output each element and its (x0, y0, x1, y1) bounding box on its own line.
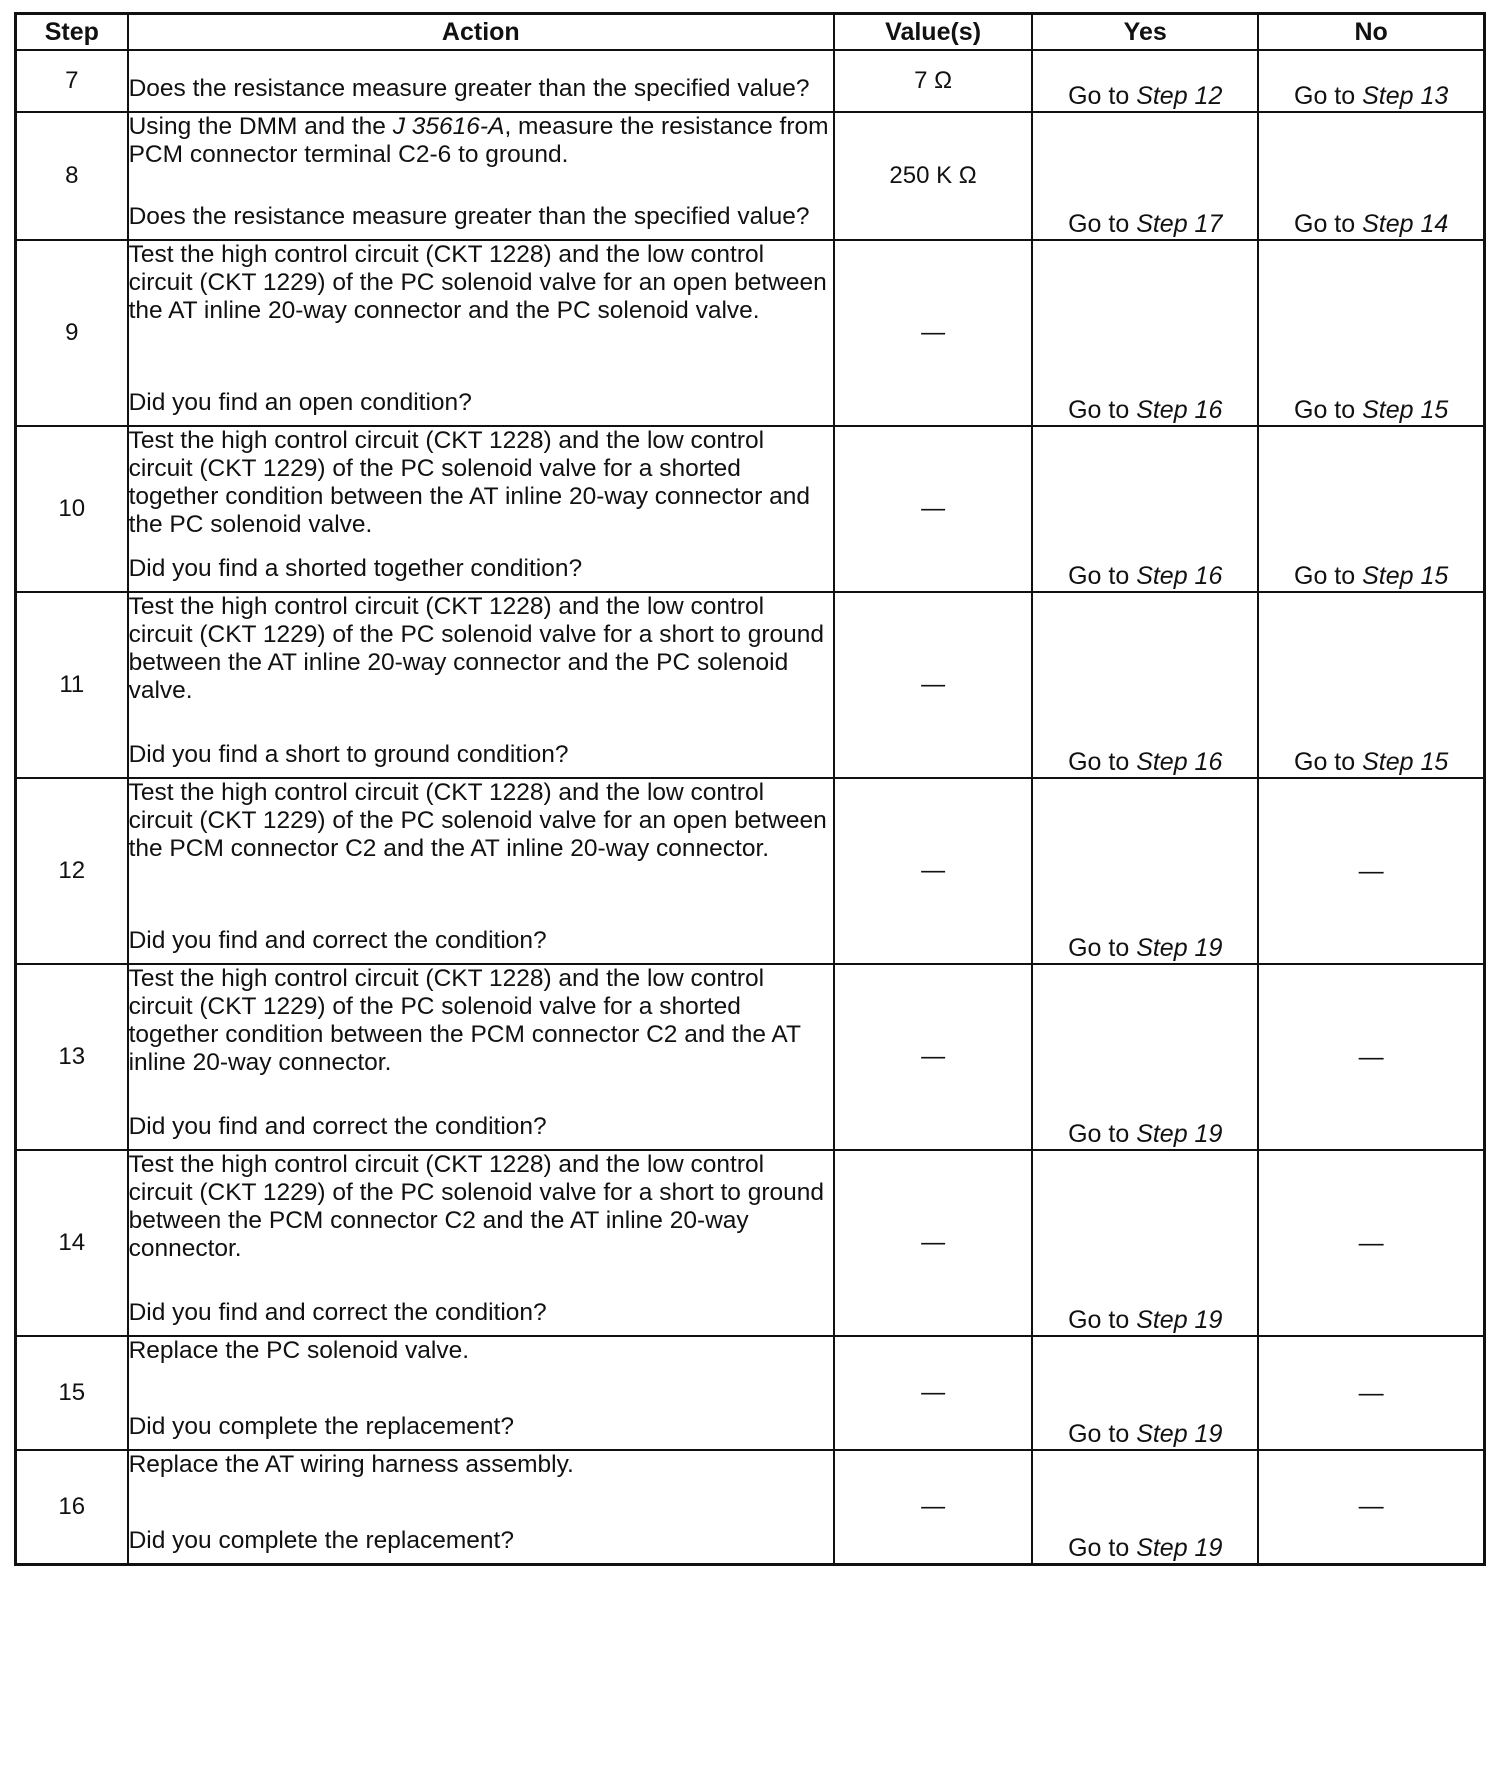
action-text: Test the high control circuit (CKT 1228) and the low control circuit (CKT 1229) of the PC solenoid valve for a shorted together condition between the PCM connector C2 and the AT inline 20-way connector. (128, 965, 801, 1076)
table-row (16, 592, 1485, 778)
step-number: 16 (16, 1450, 128, 1564)
action-text: Test the high control circuit (CKT 1228) and the low control circuit (CKT 1229) of the PC solenoid valve for a short to ground between the PCM connector C2 and the AT inline 20-way connector. (128, 1151, 824, 1262)
goto-prefix: Go to (1068, 396, 1130, 424)
value-cell: — (834, 240, 1032, 426)
no-cell (1258, 426, 1484, 592)
no-cell (1258, 240, 1484, 426)
action-text: Replace the PC solenoid valve. (128, 1337, 470, 1364)
yes-cell (1032, 1150, 1258, 1336)
goto-prefix: Go to (1068, 1533, 1130, 1562)
action-question: Did you complete the replacement? (128, 1413, 514, 1440)
action-question: Does the resistance measure greater than the specified value? (128, 203, 810, 230)
action-cell (128, 112, 834, 240)
no-cell: — (1258, 1150, 1484, 1336)
goto-prefix: Go to (1294, 748, 1356, 776)
yes-cell (1032, 1450, 1258, 1564)
step-number: 14 (16, 1150, 128, 1336)
no-step-ref: Step 15 (1362, 396, 1449, 424)
yes-cell (1032, 112, 1258, 240)
no-cell: — (1258, 964, 1484, 1150)
yes-cell (1032, 426, 1258, 592)
yes-cell (1032, 50, 1258, 112)
value-cell: — (834, 1150, 1032, 1336)
goto-prefix: Go to (1068, 210, 1130, 238)
step-number: 9 (16, 240, 128, 426)
table-row (16, 1150, 1485, 1336)
no-step-ref: Step 13 (1362, 82, 1449, 110)
value-cell: — (834, 1336, 1032, 1450)
action-question: Did you complete the replacement? (128, 1527, 514, 1554)
action-question: Did you find and correct the condition? (128, 1299, 547, 1326)
action-cell (128, 1150, 834, 1336)
header-step: Step (16, 14, 128, 51)
action-cell (128, 964, 834, 1150)
step-number: 15 (16, 1336, 128, 1450)
value-cell: 250 K Ω (834, 112, 1032, 240)
yes-cell (1032, 240, 1258, 426)
value-cell: — (834, 1450, 1032, 1564)
yes-cell (1032, 1336, 1258, 1450)
no-step-ref: Step 15 (1362, 562, 1449, 590)
step-number: 10 (16, 426, 128, 592)
diagnostic-table (14, 12, 1486, 1566)
table-row (16, 426, 1485, 592)
no-cell (1258, 112, 1484, 240)
step-number: 7 (16, 50, 128, 112)
goto-prefix: Go to (1294, 210, 1356, 238)
goto-prefix: Go to (1068, 1420, 1130, 1448)
table-row (16, 1450, 1485, 1564)
step-number: 8 (16, 112, 128, 240)
yes-step-ref: Step 19 (1136, 1420, 1223, 1448)
yes-step-ref: Step 19 (1136, 1120, 1223, 1148)
yes-step-ref: Step 19 (1136, 934, 1223, 962)
no-cell: — (1258, 1336, 1484, 1450)
yes-cell (1032, 592, 1258, 778)
action-question: Did you find a short to ground condition? (128, 741, 569, 768)
action-text: Test the high control circuit (CKT 1228) and the low control circuit (CKT 1229) of the PC solenoid valve for an open between the AT inline 20-way connector and the PC solenoid valve. (128, 241, 827, 324)
value-cell: — (834, 426, 1032, 592)
goto-prefix: Go to (1068, 748, 1130, 776)
table-row (16, 112, 1485, 240)
action-text: Replace the AT wiring harness assembly. (128, 1451, 574, 1478)
header-no: No (1258, 14, 1484, 51)
no-cell (1258, 592, 1484, 778)
table-row (16, 240, 1485, 426)
goto-prefix: Go to (1068, 1306, 1130, 1334)
step-number: 12 (16, 778, 128, 964)
yes-step-ref: Step 16 (1136, 748, 1223, 776)
yes-step-ref: Step 16 (1136, 562, 1223, 590)
action-question: Did you find an open condition? (128, 389, 472, 416)
action-cell (128, 240, 834, 426)
value-cell: — (834, 778, 1032, 964)
table-row (16, 50, 1485, 112)
action-cell (128, 50, 834, 112)
action-cell (128, 592, 834, 778)
action-cell (128, 778, 834, 964)
no-cell: — (1258, 778, 1484, 964)
action-text: Test the high control circuit (CKT 1228) and the low control circuit (CKT 1229) of the PC solenoid valve for a shorted together condition between the AT inline 20-way connector and the PC solenoid valve. (128, 427, 811, 538)
value-cell: — (834, 592, 1032, 778)
header-values: Value(s) (834, 14, 1032, 51)
yes-step-ref: Step 17 (1136, 210, 1223, 238)
step-number: 11 (16, 592, 128, 778)
goto-prefix: Go to (1068, 934, 1130, 962)
table-row (16, 1336, 1485, 1450)
yes-cell (1032, 964, 1258, 1150)
goto-prefix: Go to (1068, 562, 1130, 590)
header-action: Action (128, 14, 834, 51)
action-question: Did you find and correct the condition? (128, 927, 547, 954)
no-cell: — (1258, 1450, 1484, 1564)
table-row (16, 964, 1485, 1150)
goto-prefix: Go to (1294, 562, 1356, 590)
no-step-ref: Step 15 (1362, 748, 1449, 776)
action-question: Does the resistance measure greater than the specified value? (128, 75, 810, 102)
action-text: Test the high control circuit (CKT 1228) and the low control circuit (CKT 1229) of the PC solenoid valve for an open between the PCM connector C2 and the AT inline 20-way connector. (128, 779, 827, 862)
action-text: Test the high control circuit (CKT 1228) and the low control circuit (CKT 1229) of the PC solenoid valve for a short to ground between the AT inline 20-way connector and the PC solenoid valve. (128, 593, 824, 704)
action-cell (128, 1336, 834, 1450)
goto-prefix: Go to (1294, 396, 1356, 424)
header-row (16, 14, 1485, 51)
no-cell (1258, 50, 1484, 112)
action-text: Using the DMM and the J 35616-A, measure the resistance from PCM connector terminal C2-6 to ground. (128, 113, 829, 168)
action-cell (128, 426, 834, 592)
goto-prefix: Go to (1294, 82, 1356, 110)
goto-prefix: Go to (1068, 1120, 1130, 1148)
yes-step-ref: Step 16 (1136, 396, 1223, 424)
value-cell: — (834, 964, 1032, 1150)
yes-step-ref: Step 19 (1136, 1533, 1223, 1562)
yes-cell (1032, 778, 1258, 964)
action-question: Did you find and correct the condition? (128, 1113, 547, 1140)
no-step-ref: Step 14 (1362, 210, 1449, 238)
header-yes: Yes (1032, 14, 1258, 51)
value-cell: 7 Ω (834, 50, 1032, 112)
goto-prefix: Go to (1068, 82, 1130, 110)
action-cell (128, 1450, 834, 1564)
table-row (16, 778, 1485, 964)
step-number: 13 (16, 964, 128, 1150)
action-question: Did you find a shorted together condition? (128, 555, 583, 582)
yes-step-ref: Step 19 (1136, 1306, 1223, 1334)
yes-step-ref: Step 12 (1136, 82, 1223, 110)
